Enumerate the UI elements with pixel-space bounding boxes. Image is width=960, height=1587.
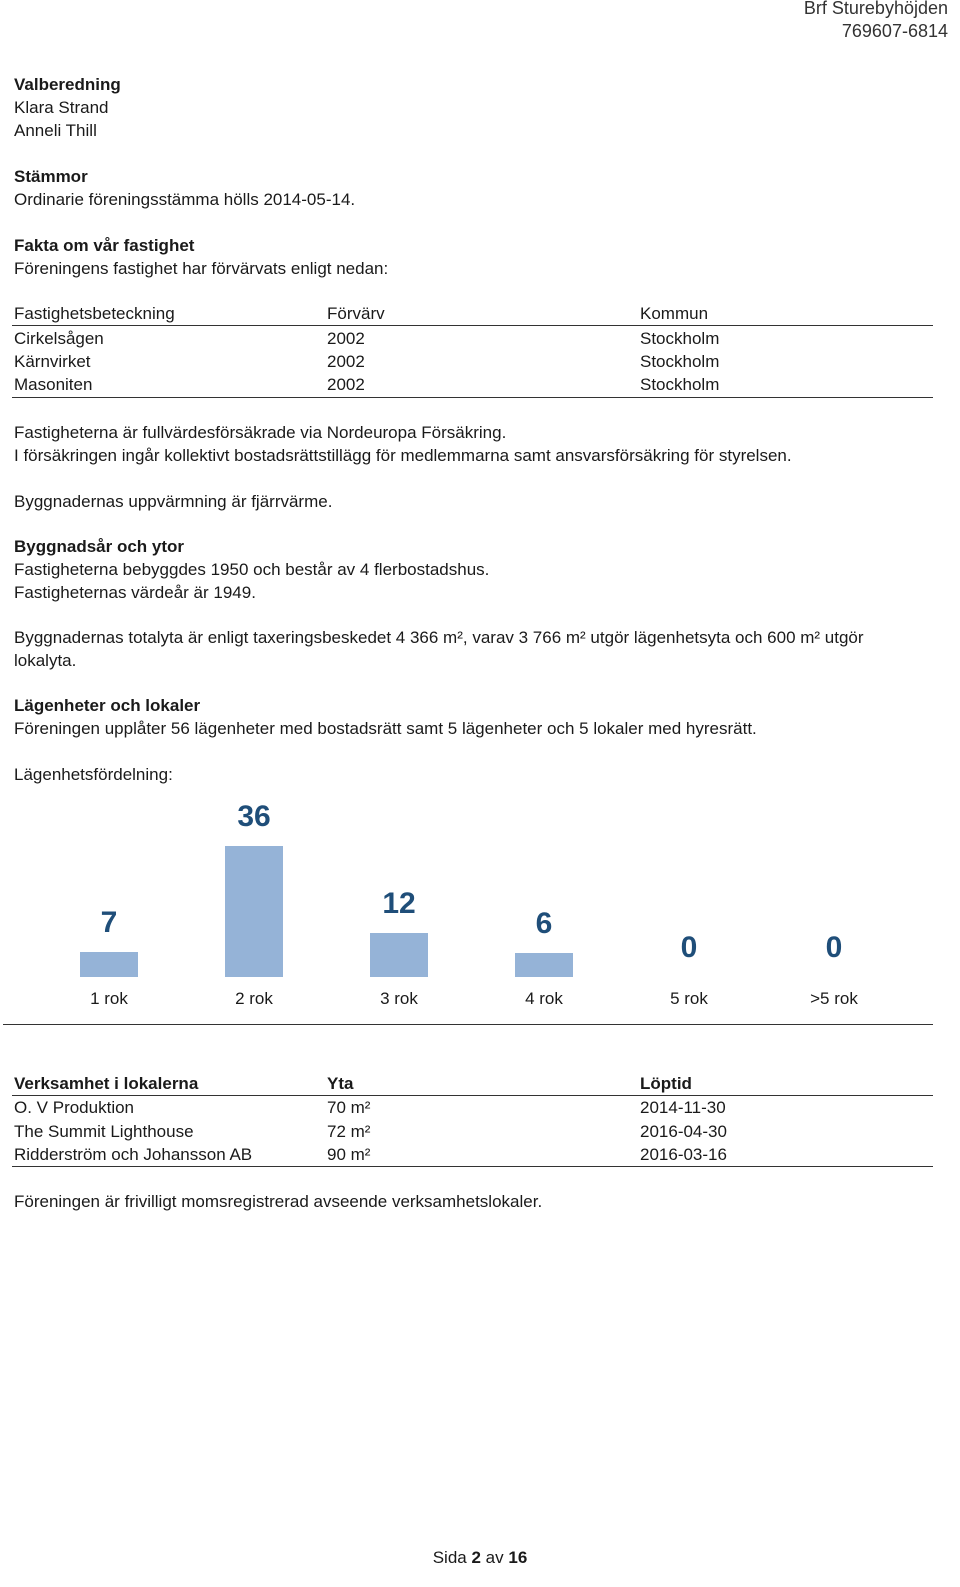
valberedning-member: Anneli Thill [14, 121, 97, 140]
fastighet-cell: Masoniten [14, 375, 93, 394]
byggnadsar-text: Fastigheternas värdeår är 1949. [14, 583, 256, 602]
chart-category-label: 4 rok [525, 989, 563, 1008]
forsakring-text: I försäkringen ingår kollektivt bostadsrättstillägg för medlemmarna samt ansvarsförsäkring för styrelsen. [14, 446, 792, 465]
org-name: Brf Sturebyhöjden [803, 0, 948, 18]
fastighet-cell: Kärnvirket [14, 352, 91, 371]
fastighet-col-header: Fastighetsbeteckning [14, 304, 175, 323]
chart-value-label: 0 [680, 931, 698, 964]
chart-category-label: 5 rok [670, 989, 708, 1008]
page-prefix: Sida [432, 1548, 467, 1567]
page-sep: av [485, 1548, 504, 1567]
valberedning-member: Klara Strand [14, 98, 109, 117]
table-header-divider [12, 325, 933, 326]
byggnadsar-heading: Byggnadsår och ytor [14, 537, 185, 556]
verksamhet-cell: O. V Produktion [14, 1098, 135, 1117]
chart-value-label: 7 [100, 906, 118, 939]
loptid-cell: 2016-04-30 [640, 1122, 727, 1141]
byggnadsar-text: Fastigheterna bebyggdes 1950 och består av 4 flerbostadshus. [14, 560, 490, 579]
chart-category-label: 3 rok [380, 989, 418, 1008]
org-number: 769607-6814 [841, 21, 948, 41]
stammor-text: Ordinarie föreningsstämma hölls 2014-05-14. [14, 190, 356, 209]
totalyta-text: Byggnadernas totalyta är enligt taxeringsbeskedet 4 366 m², varav 3 766 m² utgör lägenhetsyta och 600 m² utgör [14, 628, 864, 647]
fordelning-label: Lägenhetsfördelning: [14, 765, 173, 784]
fakta-intro: Föreningens fastighet har förvärvats enligt nedan: [14, 259, 389, 278]
table-bottom-divider [12, 397, 933, 398]
page-total: 16 [508, 1548, 528, 1567]
moms-text: Föreningen är frivilligt momsregistrerad avseende verksamhetslokaler. [14, 1192, 543, 1211]
chart-bottom-divider [3, 1024, 933, 1025]
page-number: 2 [471, 1548, 481, 1567]
chart-value-label: 6 [535, 907, 553, 940]
verksamhet-cell: Ridderström och Johansson AB [14, 1145, 253, 1164]
yta-cell: 72 m² [327, 1122, 371, 1141]
chart-value-label: 0 [825, 931, 843, 964]
lokaler-bottom-divider [12, 1166, 933, 1167]
lagenhetsfordelning-chart [0, 780, 960, 1030]
yta-cell: 70 m² [327, 1098, 371, 1117]
lagenheter-heading: Lägenheter och lokaler [14, 696, 201, 715]
chart-value-label: 36 [237, 800, 271, 833]
totalyta-text: lokalyta. [14, 651, 77, 670]
chart-category-label: 1 rok [90, 989, 128, 1008]
loptid-cell: 2014-11-30 [640, 1098, 726, 1117]
chart-bar [370, 933, 428, 977]
yta-col-header: Yta [327, 1074, 354, 1093]
kommun-cell: Stockholm [640, 329, 720, 348]
kommun-col-header: Kommun [640, 304, 709, 323]
chart-bar [80, 952, 138, 977]
kommun-cell: Stockholm [640, 375, 720, 394]
forvarv-cell: 2002 [327, 352, 365, 371]
loptid-cell: 2016-03-16 [640, 1145, 727, 1164]
chart-bar [225, 846, 283, 977]
chart-value-label: 12 [382, 887, 416, 920]
fakta-heading: Fakta om vår fastighet [14, 236, 195, 255]
lokaler-header-divider [12, 1095, 933, 1096]
lagenheter-text: Föreningen upplåter 56 lägenheter med bostadsrätt samt 5 lägenheter och 5 lokaler med hyresrätt. [14, 719, 757, 738]
verksamhet-col-header: Verksamhet i lokalerna [14, 1074, 199, 1093]
stammor-heading: Stämmor [14, 167, 88, 186]
fastighet-cell: Cirkelsågen [14, 329, 104, 348]
forvarv-cell: 2002 [327, 375, 365, 394]
valberedning-heading: Valberedning [14, 75, 121, 94]
page-footer [0, 1546, 960, 1569]
verksamhet-cell: The Summit Lighthouse [14, 1122, 194, 1141]
forvarv-cell: 2002 [327, 329, 365, 348]
uppvarmning-text: Byggnadernas uppvärmning är fjärrvärme. [14, 492, 333, 511]
forvarv-col-header: Förvärv [327, 304, 385, 323]
kommun-cell: Stockholm [640, 352, 720, 371]
yta-cell: 90 m² [327, 1145, 371, 1164]
forsakring-text: Fastigheterna är fullvärdesförsäkrade via Nordeuropa Försäkring. [14, 423, 507, 442]
loptid-col-header: Löptid [640, 1074, 692, 1093]
chart-category-label: >5 rok [810, 989, 858, 1008]
chart-category-label: 2 rok [235, 989, 273, 1008]
chart-bar [515, 953, 573, 977]
